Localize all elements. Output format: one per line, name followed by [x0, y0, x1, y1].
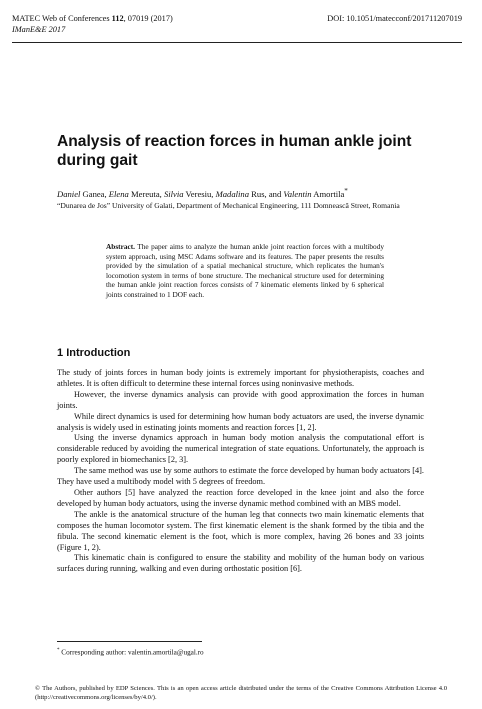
paragraph: The ankle is the anatomical structure of the human leg that connects two main kinematic elements that composes the human locomotor system. The first kinematic element is the shank formed by the tibia and the fibula. The second kinematic element is the foot, which is more complex, having 26 bones and 33 joints (Figure 1, 2). — [57, 509, 424, 552]
author: Valentin Amortila — [283, 188, 345, 199]
author: Daniel Ganea — [57, 188, 105, 199]
abstract-text: The paper aims to analyze the human ankle joint reaction forces with a multibody system approach, using MSC Adams software and its features. The paper presents the results provided by the simulation of a spatial mechanical structure, which replicates the human's locomotion system in terms of bone structure. The mechanical structure used for determining the human ankle joint reaction forces consists of 7 kinematic elements linked by 6 spherical joints constrained to 1 DOF each. — [106, 242, 384, 299]
paragraph: Using the inverse dynamics approach in human body motion analysis the computational effort is considerable reduced by avoiding the numerical integration of state equations. Unfortunately, the approach is poorly explored in biomechanics [2, 3]. — [57, 433, 424, 465]
abstract — [106, 242, 384, 300]
conference-name: IManE&E 2017 — [12, 25, 66, 34]
author-list: Daniel Ganea, Elena Mereuta, Silvia Veresiu, Madalina Rus, and Valentin Amortila* — [57, 187, 348, 199]
affiliation: “Dunarea de Jos” University of Galati, Department of Mechanical Engineering, 111 Domnească Street, Romania — [57, 201, 400, 210]
section-heading: 1 Introduction — [57, 347, 131, 359]
paper-title: Analysis of reaction forces in human ankle joint during gait — [57, 133, 412, 169]
paragraph: However, the inverse dynamics analysis can provide with good approximation the forces in human joints. — [57, 389, 424, 410]
paragraph: This kinematic chain is configured to ensure the stability and mobility of the human body on various surfaces during running, walking and even during orthostatic position [6]. — [57, 553, 424, 574]
footnote: * Corresponding author: valentin.amortila@ugal.ro — [57, 648, 204, 657]
abstract-label: Abstract. — [106, 242, 135, 251]
body-text — [57, 368, 424, 575]
license-notice: © The Authors, published by EDP Sciences. This is an open access article distributed under the terms of the Creative Commons Attribution License 4.0 (http://creativecommons.org/licenses/by/4.0/). — [35, 685, 447, 701]
corresponding-author-mark: * — [344, 187, 348, 195]
paragraph: While direct dynamics is used for determining how human body actuators are used, the inverse dynamic analysis is widely used in estinating joints moments and reaction forces [1, 2]. — [57, 411, 424, 432]
journal-volume: 112 — [111, 14, 124, 23]
author: Elena Mereuta — [108, 188, 160, 199]
author: Silvia Veresiu — [163, 188, 212, 199]
header-divider — [12, 42, 462, 43]
journal-citation: MATEC Web of Conferences 112, 07019 (2017) — [12, 14, 173, 23]
paragraph: Other authors [5] have analyzed the reaction force developed in the knee joint and also the force developed by human body actuators, using the inverse dynamic method combined with an MBS model. — [57, 487, 424, 508]
paragraph: The study of joints forces in human body joints is extremely important for physiotherapists, coaches and athletes. It is often difficult to determine these internal forces using noninvasive methods. — [57, 368, 424, 388]
paragraph: The same method was use by some authors to estimate the force developed by human body actuators [4]. They have used a multibody model with 5 degrees of freedom. — [57, 466, 424, 487]
doi-link[interactable]: DOI: 10.1051/matecconf/201711207019 — [327, 14, 462, 23]
author: Madalina Rus — [215, 188, 265, 199]
running-header — [12, 13, 462, 35]
footnote-divider — [57, 641, 202, 642]
